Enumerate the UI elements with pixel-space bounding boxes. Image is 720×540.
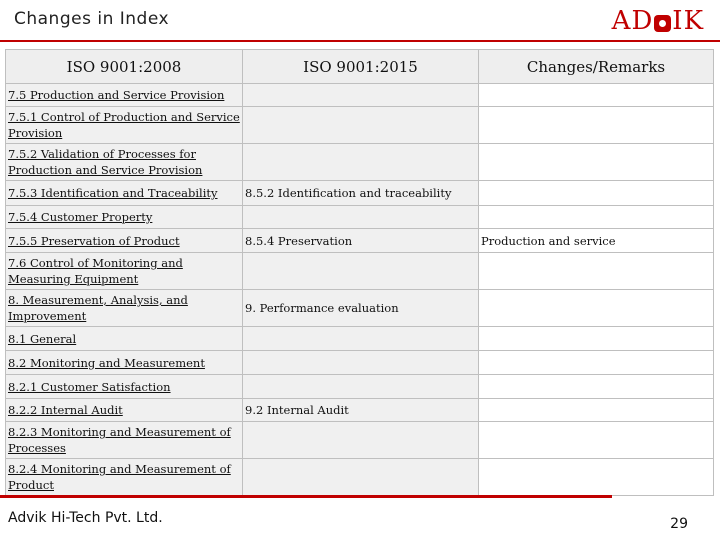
index-table: [5, 49, 714, 496]
cell-remarks: [479, 375, 714, 399]
table-row: [6, 327, 714, 351]
header-changes-remarks: Changes/Remarks: [479, 50, 714, 84]
table-row: [6, 181, 714, 206]
table-row: [6, 253, 714, 290]
cell-iso2008: 8. Measurement, Analysis, and Improvement: [6, 290, 243, 327]
cell-iso2008: 8.2.2 Internal Audit: [6, 399, 243, 422]
cell-remarks: [479, 327, 714, 351]
header-iso-2015: ISO 9001:2015: [243, 50, 479, 84]
cell-remarks: [479, 399, 714, 422]
header-divider: [0, 40, 720, 42]
table-row: [6, 206, 714, 229]
cell-iso2015: [243, 375, 479, 399]
cell-iso2015: [243, 144, 479, 181]
cell-iso2015: [243, 206, 479, 229]
cell-iso2008: 7.5.2 Validation of Processes for Production and Service Provision: [6, 144, 243, 181]
cell-iso2008: 7.5.4 Customer Property: [6, 206, 243, 229]
cell-iso2008: 7.5.3 Identification and Traceability: [6, 181, 243, 206]
cell-iso2015: [243, 459, 479, 496]
cell-remarks: [479, 206, 714, 229]
cell-iso2015: 8.5.4 Preservation: [243, 229, 479, 253]
table-row: [6, 375, 714, 399]
cell-remarks: [479, 422, 714, 459]
table-row: [6, 84, 714, 107]
logo-q-icon: [654, 15, 671, 32]
table-row: [6, 422, 714, 459]
cell-iso2008: 8.1 General: [6, 327, 243, 351]
cell-remarks: [479, 351, 714, 375]
header-iso-2008: ISO 9001:2008: [6, 50, 243, 84]
cell-remarks: [479, 107, 714, 144]
cell-remarks: [479, 84, 714, 107]
cell-iso2015: [243, 351, 479, 375]
table-row: [6, 229, 714, 253]
cell-iso2008: 8.2.4 Monitoring and Measurement of Product: [6, 459, 243, 496]
cell-iso2015: 9. Performance evaluation: [243, 290, 479, 327]
cell-iso2015: [243, 84, 479, 107]
cell-iso2008: 7.6 Control of Monitoring and Measuring Equipment: [6, 253, 243, 290]
cell-iso2015: [243, 327, 479, 351]
table-row: [6, 399, 714, 422]
table-header-row: [6, 50, 714, 84]
cell-remarks: [479, 253, 714, 290]
table-row: [6, 107, 714, 144]
page-title: Changes in Index: [14, 9, 170, 29]
page-number: 29: [670, 516, 688, 532]
cell-iso2008: 8.2 Monitoring and Measurement: [6, 351, 243, 375]
cell-iso2015: [243, 422, 479, 459]
footer-divider: [0, 495, 612, 498]
cell-remarks: [479, 144, 714, 181]
cell-iso2008: 8.2.1 Customer Satisfaction: [6, 375, 243, 399]
table-row: [6, 351, 714, 375]
cell-remarks: [479, 181, 714, 206]
cell-remarks: Production and service: [479, 229, 714, 253]
cell-iso2015: 9.2 Internal Audit: [243, 399, 479, 422]
cell-iso2015: 8.5.2 Identification and traceability: [243, 181, 479, 206]
cell-iso2015: [243, 107, 479, 144]
cell-remarks: [479, 459, 714, 496]
cell-iso2008: 7.5.5 Preservation of Product: [6, 229, 243, 253]
index-table-container: [5, 49, 714, 496]
cell-iso2008: 7.5 Production and Service Provision: [6, 84, 243, 107]
company-logo: [612, 6, 704, 36]
cell-remarks: [479, 290, 714, 327]
table-row: [6, 290, 714, 327]
table-row: [6, 144, 714, 181]
cell-iso2008: 7.5.1 Control of Production and Service Provision: [6, 107, 243, 144]
cell-iso2015: [243, 253, 479, 290]
table-row: [6, 459, 714, 496]
logo-text-left: AD: [611, 6, 654, 36]
logo-text-right: IK: [672, 6, 704, 36]
company-name: Advik Hi-Tech Pvt. Ltd.: [8, 510, 163, 526]
cell-iso2008: 8.2.3 Monitoring and Measurement of Processes: [6, 422, 243, 459]
